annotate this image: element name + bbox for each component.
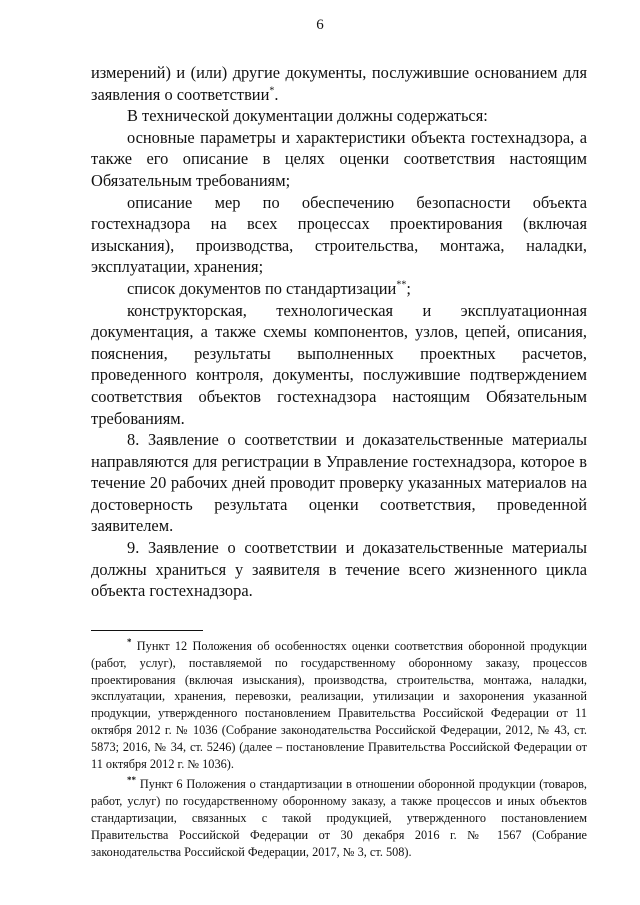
paragraph-standards-list [91, 278, 587, 300]
paragraph-text: 8. Заявление о соответствии и доказательственные материалы направляются для регистрации в Управление гостехнадзора, которое в течение 20 рабочих дней проводит проверку указанных материалов на достоверность результата оценки соответствия, проведенной заявителем. [91, 430, 587, 536]
paragraph-text: конструкторская, технологическая и эксплуатационная документация, а также схемы компонентов, узлов, цепей, описания, пояснения, результаты выполненных проектных расчетов, проведенного контроля, документы, послужившие подтверждением соответствия объектов гостехнадзора настоящим Обязательным требованиям. [91, 300, 587, 428]
footnotes [91, 638, 587, 864]
page-number: 6 [316, 17, 324, 33]
paragraph-design-docs [91, 300, 587, 430]
paragraph-text: измерений) и (или) другие документы, послужившие основанием для заявления о соответствии [91, 63, 587, 104]
paragraph-text: В технической документации должны содержаться: [127, 106, 488, 126]
paragraph-text: 9. Заявление о соответствии и доказательственные материалы должны храниться у заявителя в течение всего жизненного цикла объекта гостехнадзора. [91, 538, 587, 601]
footnote-mark: * [127, 636, 132, 647]
paragraph-text: основные параметры и характеристики объекта гостехнадзора, а также его описание в целях оценки соответствия настоящим Обязательным требованиям; [91, 127, 587, 190]
footnote-text: Пункт 12 Положения об особенностях оценки соответствия оборонной продукции (работ, услуг), поставляемой по государственному оборонному заказу, процессов проектирования (включая изыскания), производства, строительства, монтажа, наладки, эксплуатации, хранения, перевозки, реализации, утилизации и захоронения указанной продукции, утвержденного постановлением Правительства Российской Федерации от 11 октября 2012 г. № 1036 (Собрание законодательства Российской Федерации, 2012, № 43, ст. 5873; 2016, № 34, ст. 5246) (далее – постановление Правительства Российской Федерации от 11 октября 2012 г. № 1036). [91, 639, 587, 771]
paragraph-safety-measures [91, 192, 587, 278]
footnote-text: Пункт 6 Положения о стандартизации в отношении оборонной продукции (товаров, работ, услуг) по государственному оборонному заказу, а также процессов и иных объектов стандартизации, связанных с такой продукцией, утвержденного постановлением Правительства Российской Федерации от 30 декабря 2016 г. № 1567 (Собрание законодательства Российской Федерации, 2017, № 3, ст. 508). [91, 777, 587, 859]
footnote-2 [91, 776, 587, 860]
paragraph-text: описание мер по обеспечению безопасности объекта гостехнадзора на всех процессах проектирования (включая изыскания), производства, строительства, монтажа, наладки, эксплуатации, хранения; [91, 192, 587, 277]
footnote-mark: ** [127, 775, 136, 786]
paragraph-tech-doc-intro [91, 105, 587, 127]
footnote-divider [91, 630, 203, 631]
footnote-ref-2[interactable]: ** [396, 279, 407, 291]
paragraph-item-9 [91, 537, 587, 602]
paragraph-continuation: измерений) и (или) другие документы, послужившие основанием для заявления о соответствии*. [91, 63, 587, 104]
footnote-ref-1[interactable]: * [269, 85, 275, 97]
paragraph-item-8 [91, 429, 587, 537]
paragraph-text: список документов по стандартизации [127, 278, 397, 298]
paragraph-main-parameters [91, 127, 587, 192]
paragraph-trail: ; [406, 278, 411, 298]
body-text [91, 62, 587, 602]
footnote-1 [91, 638, 587, 772]
